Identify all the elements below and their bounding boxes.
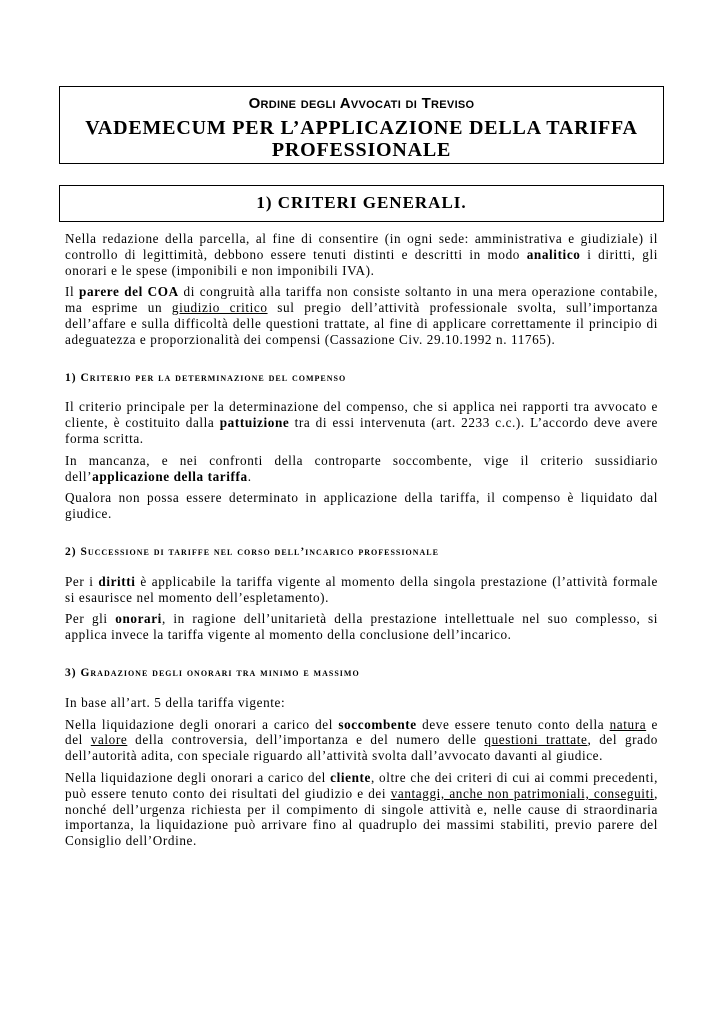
text-run: Per i bbox=[65, 573, 99, 589]
text-run: Il bbox=[65, 284, 80, 300]
bold-term-cliente: cliente bbox=[330, 769, 371, 785]
text-run: Nella liquidazione degli onorari a carico del bbox=[65, 769, 331, 785]
text-run: e del bbox=[65, 716, 658, 748]
text-run: di congruità alla tariffa non consiste soltanto in una mera operazione contabile, ma esprime un bbox=[65, 284, 659, 316]
text-run: deve essere tenuto conto della bbox=[416, 716, 610, 732]
bold-term-pattuizione: pattuizione bbox=[219, 415, 290, 431]
bold-term-analitico: analitico bbox=[526, 246, 581, 262]
sub2-paragraph-1 bbox=[65, 574, 658, 606]
document-title bbox=[60, 117, 663, 161]
text-run: Il criterio principale per la determinazione del compenso, che si applica nei rapporti tra avvocato e cliente, è costituito dalla bbox=[65, 399, 658, 431]
intro-paragraph-1 bbox=[65, 231, 658, 278]
document-title-line-2: PROFESSIONALE bbox=[271, 139, 452, 161]
text-run: sul pregio dell’attività professionale svolta, sull’importanza dell’affare e sulla difficoltà delle questioni trattate, al fine di applicare correttamente il principio di adeguatezza e proporzionalità dei compensi (Cassazione Civ. 29.10.1992 n. 11765). bbox=[65, 300, 658, 347]
text-run: In mancanza, e nei confronti della controparte soccombente, vige il criterio sussidiario dell’ bbox=[65, 452, 658, 484]
underlined-term-natura: natura bbox=[609, 716, 647, 732]
underlined-term-questioni-trattate: questioni trattate bbox=[484, 732, 588, 748]
text-run: Per gli bbox=[65, 611, 116, 627]
text-run: i diritti, gli onorari e le spese (imponibili e non imponibili IVA). bbox=[65, 246, 658, 278]
text-run: della controversia, dell’importanza e del numero delle bbox=[127, 732, 485, 748]
intro-paragraph-2 bbox=[65, 284, 658, 347]
subsection-heading-1: 1) Criterio per la determinazione del compenso bbox=[65, 371, 347, 384]
sub2-paragraph-2 bbox=[65, 611, 658, 643]
underlined-term-vantaggi: vantaggi, anche non patrimoniali, conseguiti bbox=[390, 785, 655, 801]
text-run: , del grado dell’autorità adita, con speciale riguardo all’attività svolta dall’avvocato davanti al giudice. bbox=[65, 732, 658, 764]
sub3-paragraph-1: In base all’art. 5 della tariffa vigente: bbox=[65, 694, 286, 710]
text-run: . bbox=[247, 468, 252, 484]
sub3-paragraph-2 bbox=[65, 717, 658, 764]
bold-term-diritti: diritti bbox=[98, 573, 136, 589]
subsection-heading-3: 3) Gradazione degli onorari tra minimo e massimo bbox=[65, 666, 360, 679]
sub1-paragraph-3: Qualora non possa essere determinato in applicazione della tariffa, il compenso è liquidato dal giudice. bbox=[65, 490, 658, 522]
document-header-box bbox=[59, 86, 664, 164]
underlined-term-valore: valore bbox=[90, 732, 128, 748]
section-header-box bbox=[59, 185, 664, 222]
organization-name: Ordine degli Avvocati di Treviso bbox=[248, 95, 475, 112]
text-run: tra di essi intervenuta (art. 2233 c.c.). L’accordo deve avere forma scritta. bbox=[65, 415, 659, 446]
underlined-term-giudizio-critico: giudizio critico bbox=[171, 300, 268, 316]
text-run: , nonché dell’urgenza richiesta per il compimento di singole attività e, nelle cause di straordinaria importanza, la liquidazione può arrivare fino al quadruplo dei massimi stabiliti, previo parere del Consiglio dell’Ordine. bbox=[65, 785, 658, 849]
bold-term-applicazione-tariffa: applicazione della tariffa bbox=[92, 468, 248, 484]
text-run: , in ragione dell’unitarietà della prestazione intellettuale nel suo complesso, si applica invece la tariffa vigente al momento della conclusione dell’incarico. bbox=[65, 611, 658, 643]
bold-term-onorari: onorari bbox=[115, 611, 162, 627]
text-run: Nella redazione della parcella, al fine di consentire (in ogni sede: amministrativa e giudiziale) il controllo di legittimità, debbono essere tenuti distinti e descritti in modo bbox=[65, 231, 658, 262]
document-body bbox=[65, 231, 658, 855]
sub1-paragraph-2 bbox=[65, 453, 658, 485]
text-run: è applicabile la tariffa vigente al momento della singola prestazione (l’attività formale si esaurisce nel momento dell’espletamento). bbox=[65, 573, 658, 605]
bold-term-soccombente: soccombente bbox=[338, 716, 417, 732]
sub3-paragraph-3 bbox=[65, 770, 658, 849]
document-title-line-1: VADEMECUM PER L’APPLICAZIONE DELLA TARIFFA bbox=[85, 117, 638, 139]
section-title: 1) CRITERI GENERALI. bbox=[256, 193, 467, 212]
text-run: , oltre che dei criteri di cui ai commi precedenti, può essere tenuto conto dei risultati del giudizio e dei bbox=[65, 769, 658, 801]
subsection-heading-2: 2) Successione di tariffe nel corso dell’incarico professionale bbox=[65, 545, 439, 558]
bold-term-parere-coa: parere del COA bbox=[79, 284, 179, 300]
text-run: Nella liquidazione degli onorari a carico del bbox=[65, 716, 339, 732]
sub1-paragraph-1 bbox=[65, 399, 658, 446]
